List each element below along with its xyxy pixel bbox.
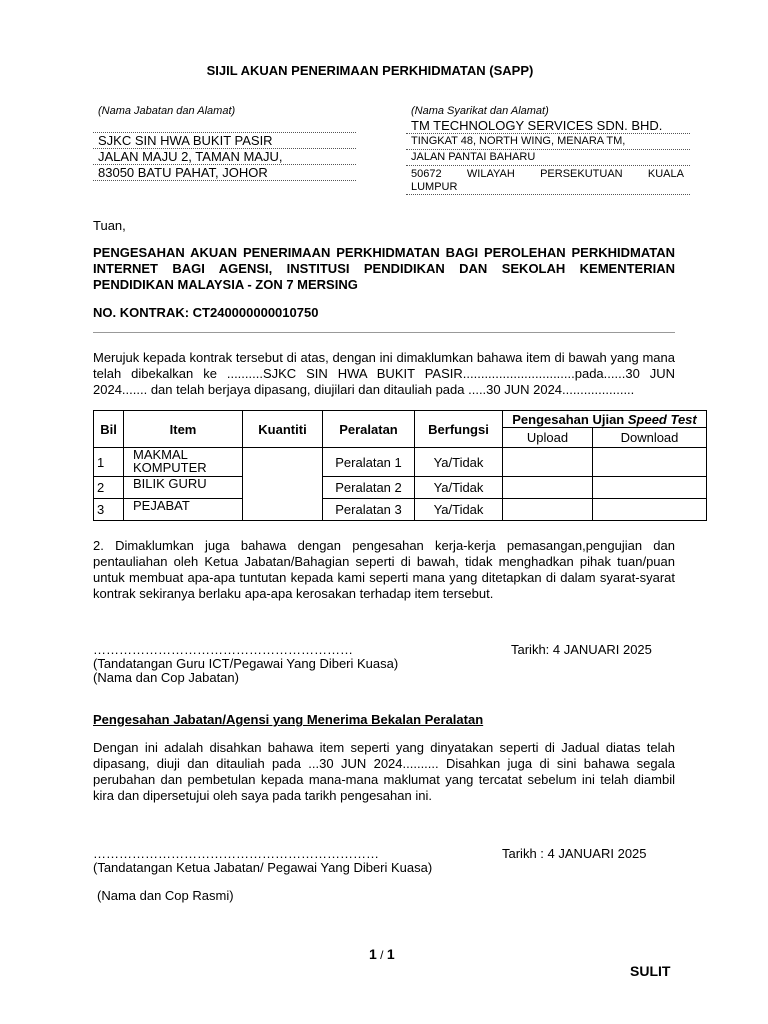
row-item: BILIK GURU xyxy=(124,477,243,499)
signature-caption: (Tandatangan Ketua Jabatan/ Pegawai Yang Diberi Kuasa) xyxy=(93,860,433,875)
section-heading: Pengesahan Jabatan/Agensi yang Menerima Bekalan Peralatan xyxy=(93,712,484,727)
company-address xyxy=(406,105,690,195)
department-address xyxy=(93,105,356,181)
company-address-label: (Nama Syarikat dan Alamat) xyxy=(411,105,549,117)
company-city: KUALA xyxy=(647,168,684,180)
row-upload xyxy=(503,499,593,521)
company-city-cont: LUMPUR xyxy=(406,181,690,195)
signature-date-ict: Tarikh: 4 JANUARI 2025 xyxy=(511,642,652,657)
department-city: 83050 BATU PAHAT, JOHOR xyxy=(93,165,356,181)
company-area: WILAYAH xyxy=(466,168,515,180)
signature-block-ict xyxy=(93,643,398,685)
header-bil: Bil xyxy=(94,411,124,448)
classification-label: SULIT xyxy=(630,963,671,979)
company-name: TM TECHNOLOGY SERVICES SDN. BHD. xyxy=(406,118,690,134)
company-state: PERSEKUTUAN xyxy=(540,168,623,180)
row-peralatan: Peralatan 3 xyxy=(323,499,415,521)
department-street: JALAN MAJU 2, TAMAN MAJU, xyxy=(93,149,356,165)
table-row xyxy=(94,499,707,521)
divider xyxy=(93,332,675,333)
row-kuantiti xyxy=(243,448,323,521)
row-berfungsi: Ya/Tidak xyxy=(415,448,503,477)
signature-date-head: Tarikh : 4 JANUARI 2025 xyxy=(502,846,647,861)
row-item: PEJABAT xyxy=(124,499,243,521)
header-berfungsi: Berfungsi xyxy=(415,411,503,448)
row-bil: 3 xyxy=(94,499,124,521)
row-peralatan: Peralatan 2 xyxy=(323,477,415,499)
address-blank-line xyxy=(93,120,356,133)
items-table xyxy=(93,410,707,521)
row-berfungsi: Ya/Tidak xyxy=(415,499,503,521)
company-postcode: 50672 xyxy=(411,168,442,180)
row-item: MAKMAL KOMPUTER xyxy=(124,448,243,477)
row-upload xyxy=(503,477,593,499)
header-speed-test-italic: Speed Test xyxy=(627,411,697,427)
row-bil: 1 xyxy=(94,448,124,477)
row-berfungsi: Ya/Tidak xyxy=(415,477,503,499)
header-item: Item xyxy=(124,411,243,448)
signature-block-head xyxy=(93,847,432,875)
intro-paragraph: Merujuk kepada kontrak tersebut di atas, dengan ini dimaklumkan bahawa item di bawah yang mana telah dibekalkan ke ..........SJKC SIN HWA BUKIT PASIR...............................pada......30 JUN 2024....... dan telah berjaya dipasang, diujilari dan ditauliah pada .....30 JUN 2024.................... xyxy=(93,350,675,397)
header-kuantiti: Kuantiti xyxy=(243,411,323,448)
signature-line: …………………………………………………… xyxy=(93,642,353,657)
confirmation-paragraph: Dengan ini adalah disahkan bahawa item seperti yang dinyatakan seperti di Jadual diatas telah dipasang, diuji dan ditauliah pada ...30 JUN 2024.......... Disahkan juga di sini bahawa segala perubahan dan pembetulan kepada mana-mana maklumat yang tercatat sebelum ini telah diambil kira dan dipersetujui oleh saya pada tarikh pengesahan ini. xyxy=(93,740,675,803)
row-download xyxy=(593,448,707,477)
signature-stamp-caption: (Nama dan Cop Jabatan) xyxy=(93,670,239,685)
department-address-label: (Nama Jabatan dan Alamat) xyxy=(98,105,236,117)
department-name: SJKC SIN HWA BUKIT PASIR xyxy=(93,133,356,149)
row-peralatan: Peralatan 1 xyxy=(323,448,415,477)
header-peralatan: Peralatan xyxy=(323,411,415,448)
signature-line: ………………………………………………………… xyxy=(93,846,379,861)
company-postcode-line xyxy=(406,168,690,181)
contract-number: NO. KONTRAK: CT240000000010750 xyxy=(93,305,319,320)
row-bil: 2 xyxy=(94,477,124,499)
row-download xyxy=(593,499,707,521)
company-street-1: TINGKAT 48, NORTH WING, MENARA TM, xyxy=(406,134,690,150)
page-separator: / xyxy=(376,948,387,962)
header-speed-test-prefix: Pengesahan Ujian xyxy=(512,411,628,427)
table-row xyxy=(94,477,707,499)
header-speed-test xyxy=(503,411,707,428)
row-download xyxy=(593,477,707,499)
table-row xyxy=(94,448,707,477)
subject-heading: PENGESAHAN AKUAN PENERIMAAN PERKHIDMATAN BAGI PEROLEHAN PERKHIDMATAN INTERNET BAGI AGENSI, INSTITUSI PENDIDIKAN DAN SEKOLAH KEMENTERIAN PENDIDIKAN MALAYSIA - ZON 7 MERSING xyxy=(93,245,675,292)
company-street-2: JALAN PANTAI BAHARU xyxy=(406,150,690,166)
signature-caption: (Tandatangan Guru ICT/Pegawai Yang Diberi Kuasa) xyxy=(93,656,399,671)
notice-paragraph: 2. Dimaklumkan juga bahawa dengan pengesahan kerja-kerja pemasangan,pengujian dan pentauliahan oleh Ketua Jabatan/Bahagian seperti di bawah, tidak menghadkan pihak tuan/puan untuk membuat apa-apa tuntutan kepada kami seperti mana yang ditetapkan di dalam syarat-syarat kontrak sekiranya berlaku apa-apa kerosakan terhadap item tersebut. xyxy=(93,538,675,601)
signature-stamp-caption: (Nama dan Cop Rasmi) xyxy=(97,888,234,903)
salutation: Tuan, xyxy=(93,218,126,233)
header-upload: Upload xyxy=(503,428,593,448)
page-number xyxy=(369,946,395,962)
row-upload xyxy=(503,448,593,477)
header-download: Download xyxy=(593,428,707,448)
page-current: 1 xyxy=(369,946,377,962)
page-total: 1 xyxy=(386,946,395,962)
document-title: SIJIL AKUAN PENERIMAAN PERKHIDMATAN (SAPP) xyxy=(206,63,534,78)
